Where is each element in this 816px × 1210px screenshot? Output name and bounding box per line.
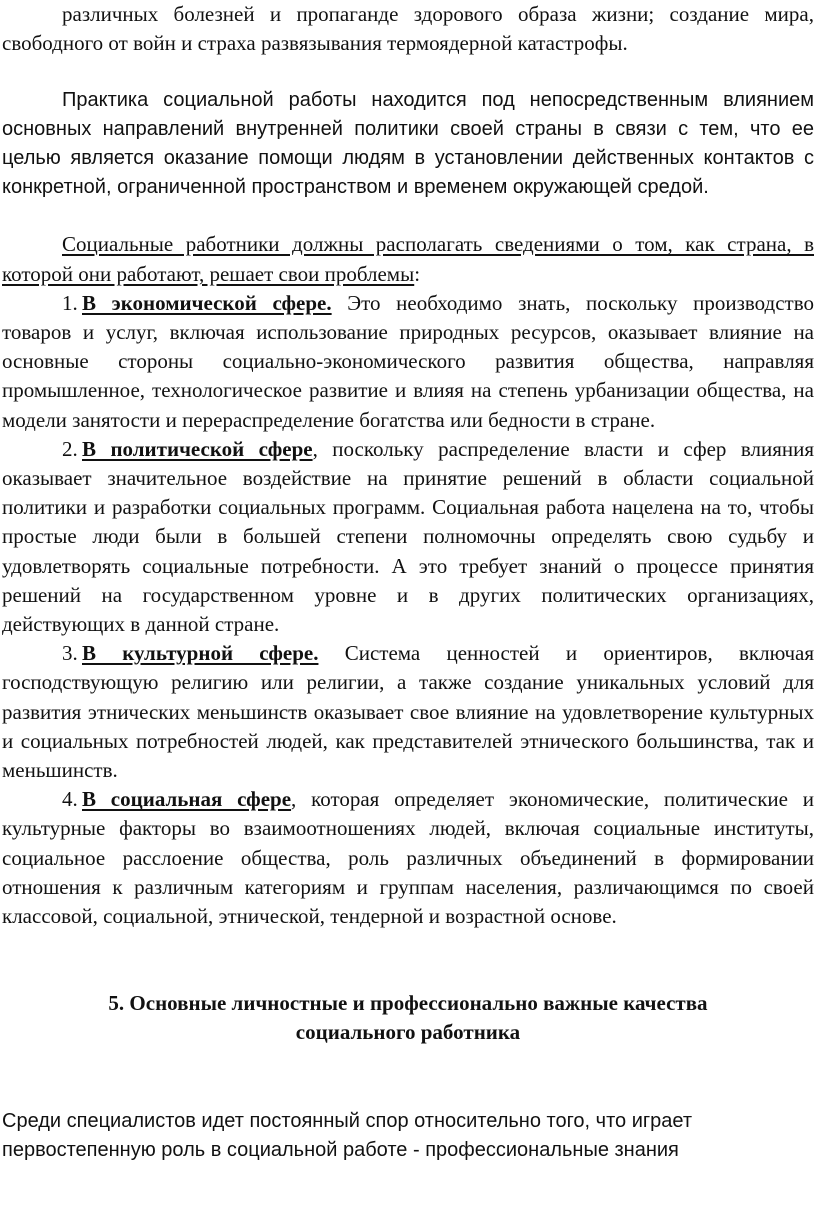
intro-colon: :: [414, 261, 421, 286]
closing-line2: первостепенную роль в социальной работе - профессиональные знания: [2, 1139, 679, 1162]
list-text: Это необходимо знать, поскольку производство товаров и услуг, включая использование природных ресурсов, оказывает влияние на основные стороны социально-экономического развития общества, направляя промышленное, технологическое развитие и влияя на степень урбанизации общества, на модели занятости и перераспределение богатства или бедности в стране.: [2, 290, 814, 432]
closing-paragraph: [2, 1107, 814, 1165]
section-heading: [2, 989, 814, 1047]
spheres-list: [2, 289, 814, 931]
list-item-political: [2, 435, 814, 639]
list-item-social: [2, 785, 814, 931]
list-number: 2.: [62, 436, 78, 461]
list-number: 4.: [62, 787, 78, 812]
intro-paragraph: [2, 230, 814, 288]
list-number: 3.: [62, 641, 78, 666]
practice-paragraph: Практика социальной работы находится под непосредственным влиянием основных направлений внутренней политики своей страны в связи с тем, что ее целью является оказание помощи людям в установлении действенных контактов с конкретной, ограниченной пространством и временем окружающей средой.: [2, 89, 814, 199]
closing-line1: Среди специалистов идет постоянный спор относительно того, что играет: [2, 1110, 693, 1133]
list-text: , которая определяет экономические, политические и культурные факторы во взаимоотношениях людей, включая социальные институты, социальное расслоение общества, роль различных объединений в формировании отношения к различным категориям и группам населения, различающимся по своей классовой, социальной, этнической, тендерной и возрастной основе.: [2, 787, 814, 929]
intro-underlined-text: Социальные работники должны располагать сведениями о том, как страна, в которой они работают, решает свои проблемы: [2, 232, 814, 286]
section-heading-line2: социального работника: [295, 1020, 521, 1045]
top-paragraph: различных болезней и пропаганде здорового образа жизни; создание мира, свободного от войн и страха развязывания термоядерной катастрофы.: [2, 2, 814, 56]
list-keyword: В политической сфере: [82, 436, 313, 461]
list-keyword: В культурной сфере.: [82, 641, 319, 666]
section-heading-line1: 5. Основные личностные и профессионально важные качества: [108, 991, 708, 1016]
list-text: Система ценностей и ориентиров, включая господствующую религию или религии, а также создание уникальных условий для развития этнических меньшинств оказывает свое влияние на удовлетворение культурных и социальных потребностей людей, как представителей этнического большинства, так и меньшинств.: [2, 641, 815, 783]
list-number: 1.: [62, 290, 78, 315]
list-keyword: В социальная сфере: [82, 787, 292, 812]
list-item-economic: [2, 289, 814, 435]
list-item-cultural: [2, 639, 814, 785]
list-keyword: В экономической сфере.: [82, 290, 332, 315]
list-text: , поскольку распределение власти и сфер влияния оказывает значительное воздействие на принятие решений в области социальной политики и разработки социальных программ. Социальная работа нацелена на то, чтобы простые люди были в большей степени полномочны определять свою судьбу и удовлетворять социальные потребности. А это требует знаний о процессе принятия решений на государственном уровне и в других политических организациях, действующих в данной стране.: [2, 436, 814, 637]
